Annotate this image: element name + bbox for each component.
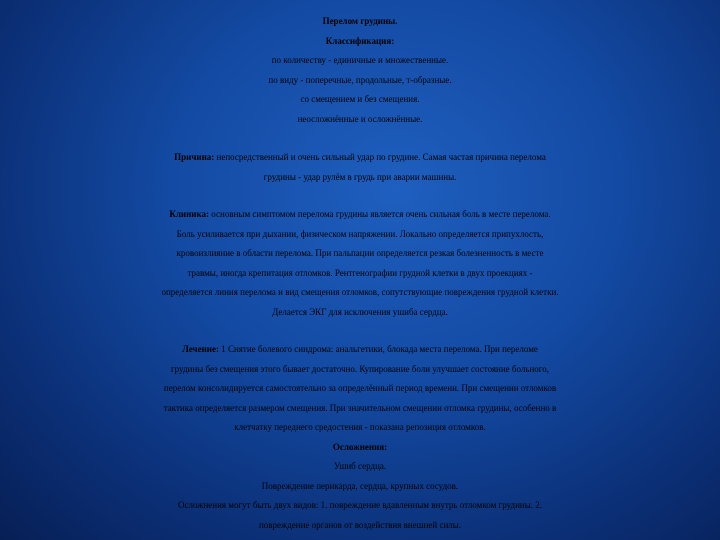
clinic-section	[0, 205, 720, 322]
treatment-text: 1 Снятие болевого синдрома: анальгетики, блокада места перелома. При переломе	[218, 344, 538, 354]
treatment-section	[0, 340, 720, 535]
treatment-label: Лечение:	[182, 344, 219, 354]
complications-line: Осложнения могут быть двух видов: 1. повреждение вдавленным внутрь отломком грудины. 2.	[177, 500, 543, 510]
clinic-line: Делается ЭКГ для исключения ушиба сердца.	[272, 306, 448, 317]
cause-section	[0, 148, 720, 187]
classification-line: со смещением и без смещения.	[300, 94, 420, 104]
complications-line: повреждение органов от воздействия внешней силы.	[258, 519, 462, 530]
clinic-line	[0, 205, 720, 225]
treatment-line: перелом консолидируется самостоятельно за определённый период времени. При смещении отломков	[163, 383, 557, 393]
clinic-text: основным симптомом перелома грудины является очень сильная боль в месте перелома.	[209, 209, 551, 219]
clinic-line: кровоизлияние в области перелома. При пальпации определяется резкая болезненность в месте	[176, 248, 544, 258]
slide-title: Перелом грудины.	[322, 16, 398, 26]
clinic-line: Боль усиливается при дыхании, физическом напряжении. Локально определяется припухлость,	[176, 228, 544, 239]
complications-line: Повреждение перикарда, сердца, крупных сосудов.	[261, 480, 459, 491]
classification-section	[0, 12, 720, 129]
cause-text: непосредственный и очень сильный удар по грудине. Самая частая причина перелома	[214, 152, 546, 162]
classification-line: по количеству - единичные и множественные.	[271, 55, 449, 65]
treatment-line: грудины без смещения этого бывает достаточно. Купирование боли улучшает состояние больного,	[170, 363, 550, 374]
classification-line: по виду - поперечные, продольные, т-образные.	[268, 74, 452, 85]
complications-line: Ушиб сердца.	[333, 461, 387, 471]
clinic-line: травмы, иногда крепитация отломков. Рентгенографии грудной клетки в двух проекциях -	[187, 267, 533, 278]
classification-heading: Классификация:	[325, 35, 395, 46]
complications-heading: Осложнения:	[332, 441, 388, 452]
classification-line: неосложнённые и осложнённые.	[297, 113, 423, 124]
treatment-line	[0, 340, 720, 360]
clinic-label: Клиника:	[169, 209, 210, 219]
clinic-line: определяется линия перелома и вид смещения отломков, сопутствующие повреждения грудной клетки.	[161, 287, 559, 297]
cause-line: грудины - удар рулём в грудь при аварии машины.	[263, 171, 457, 182]
treatment-line: клетчатку переднего средостения - показана репозиция отломков.	[234, 422, 486, 432]
cause-line	[0, 148, 720, 168]
cause-label: Причина:	[174, 152, 215, 162]
treatment-line: тактика определяется размером смещения. При значительном смещении отломка грудины, особенно в	[163, 402, 557, 413]
